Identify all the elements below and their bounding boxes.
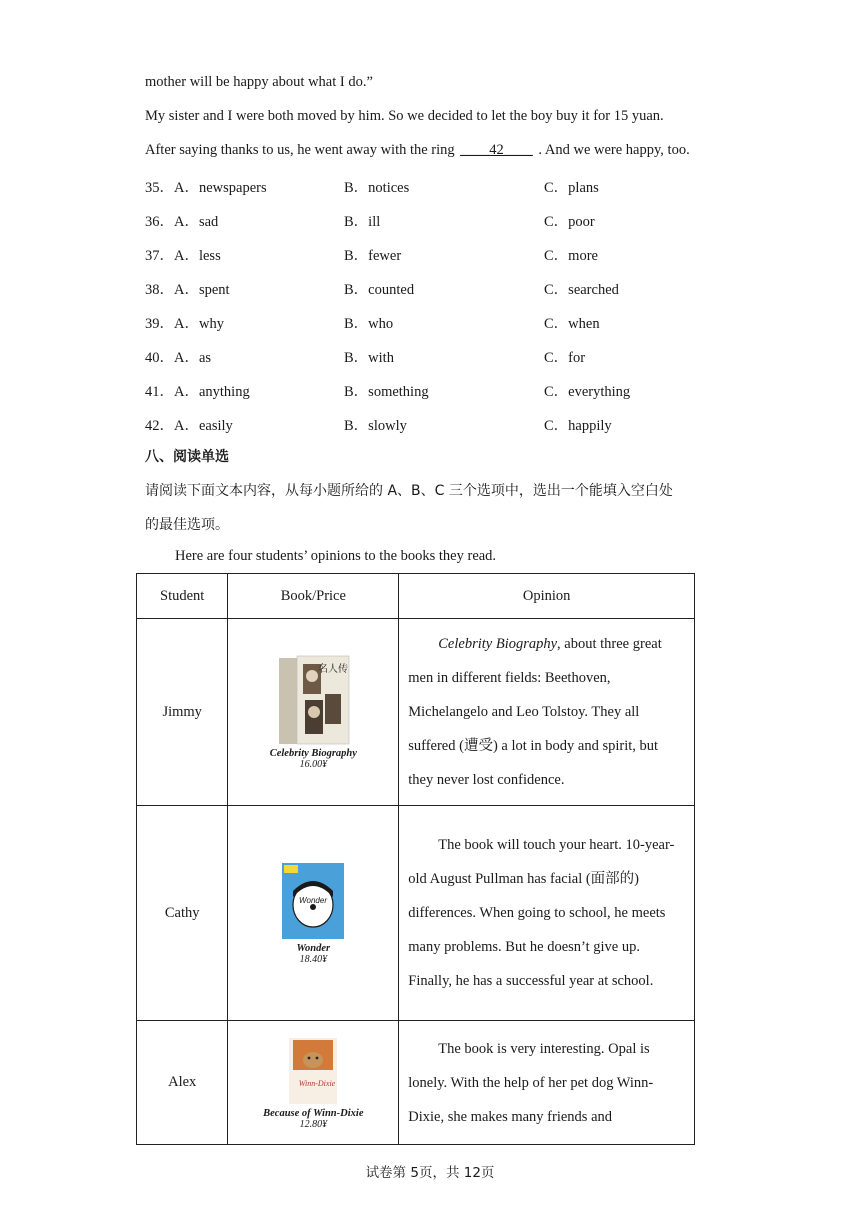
wonder-cover-image [278, 861, 348, 941]
opinion-text [399, 619, 695, 806]
question-number: 39． [145, 316, 174, 332]
winn-dixie-cover-image [283, 1036, 343, 1106]
option-a [145, 278, 230, 299]
option-b: B．with [344, 350, 394, 366]
book-title: Because of Winn-Dixie [263, 1107, 364, 1119]
option-a [145, 176, 267, 197]
opinion-body: , about three great men in different fields: Beethoven, Michelangelo and Leo Tolstoy. They all suffered (遭受) a lot in body and spirit, but they never lost confidence. [408, 636, 662, 788]
cover-text: Wonder [299, 896, 328, 905]
option-b: B．who [344, 316, 394, 332]
question-number: 41． [145, 384, 174, 400]
table-header-row [137, 574, 695, 619]
option-b: B．fewer [344, 248, 402, 264]
instruction-line-1: 请阅读下面文本内容，从每小题所给的 A、B、C 三个选项中，选出一个能填入空白处 [145, 483, 673, 499]
table-row [137, 806, 695, 1021]
cover-text: Winn-Dixie [299, 1078, 336, 1088]
question-number: 40． [145, 350, 174, 366]
passage-line-3 [145, 142, 690, 159]
option-c: C．for [544, 350, 586, 366]
book-opinion-table [136, 573, 695, 1145]
opinion-body: The book is very interesting. Opal is lonely. With the help of her pet dog Winn-Dixie, she makes many friends and [408, 1040, 654, 1125]
celebrity-biography-cover-image [273, 654, 353, 746]
opinion-text [399, 806, 695, 1021]
intro-text: Here are four students’ opinions to the books they read. [175, 548, 497, 564]
option-a [145, 414, 233, 435]
option-a-text: A．as [174, 350, 212, 366]
blank-42: ____42____ [460, 142, 533, 158]
option-a-text: A．easily [174, 418, 233, 434]
header-opinion: Opinion [399, 574, 695, 619]
book-cell [228, 806, 399, 1021]
question-number: 42． [145, 418, 174, 434]
question-number: 37． [145, 248, 174, 264]
option-a [145, 210, 218, 231]
section-title: 八、阅读单选 [145, 449, 229, 465]
book-title: Wonder [296, 943, 331, 954]
option-a-text: A．sad [174, 214, 219, 230]
option-c: C．poor [544, 214, 595, 230]
option-a-text: A．why [174, 316, 224, 332]
passage-line-1: mother will be happy about what I do.” [145, 74, 373, 90]
option-b: B．slowly [344, 418, 407, 434]
option-c: C．searched [544, 282, 619, 298]
question-number: 35． [145, 180, 174, 196]
option-a-text: A．newspapers [174, 180, 267, 196]
option-c: C．plans [544, 180, 599, 196]
option-b: B．something [344, 384, 429, 400]
passage-line-3-end: . And we were happy, too. [534, 142, 690, 158]
book-cell [228, 1021, 399, 1145]
opinion-body: The book will touch your heart. 10-year-old August Pullman has facial (面部的) differences. When going to school, he meets many problems. But he doesn’t give up. Finally, he has a successful year at school. [408, 837, 675, 989]
option-c: C．happily [544, 418, 612, 434]
table-row [137, 1021, 695, 1145]
book-cell [228, 619, 399, 806]
question-number: 38． [145, 282, 174, 298]
option-a [145, 312, 224, 333]
option-c: C．more [544, 248, 598, 264]
student-name: Alex [137, 1021, 228, 1145]
option-a [145, 244, 221, 265]
cover-text: 名人传 [318, 664, 349, 675]
option-a-text: A．spent [174, 282, 230, 298]
header-student: Student [137, 574, 228, 619]
option-a [145, 346, 211, 367]
question-number: 36． [145, 214, 174, 230]
option-c: C．when [544, 316, 600, 332]
instruction-line-2: 的最佳选项。 [145, 517, 229, 533]
option-a-text: A．less [174, 248, 221, 264]
student-name: Cathy [137, 806, 228, 1021]
passage-line-2: My sister and I were both moved by him. So we decided to let the boy buy it for 15 yuan. [145, 108, 664, 124]
option-b: B．notices [344, 180, 410, 196]
book-price: 18.40¥ [299, 954, 328, 965]
book-price: 16.00¥ [299, 759, 328, 770]
page-footer: 试卷第 5页，共 12页 [365, 1165, 495, 1181]
opinion-text [399, 1021, 695, 1145]
opinion-book-title: Celebrity Biography [438, 636, 558, 652]
option-b: B．counted [344, 282, 415, 298]
book-title: Celebrity Biography [269, 748, 357, 759]
option-c: C．everything [544, 384, 631, 400]
book-price: 12.80¥ [299, 1118, 328, 1130]
header-book-price: Book/Price [228, 574, 399, 619]
option-a [145, 380, 250, 401]
passage-line-3-text: After saying thanks to us, he went away with the ring [145, 142, 459, 158]
option-a-text: A．anything [174, 384, 250, 400]
student-name: Jimmy [137, 619, 228, 806]
table-row [137, 619, 695, 806]
option-b: B．ill [344, 214, 381, 230]
